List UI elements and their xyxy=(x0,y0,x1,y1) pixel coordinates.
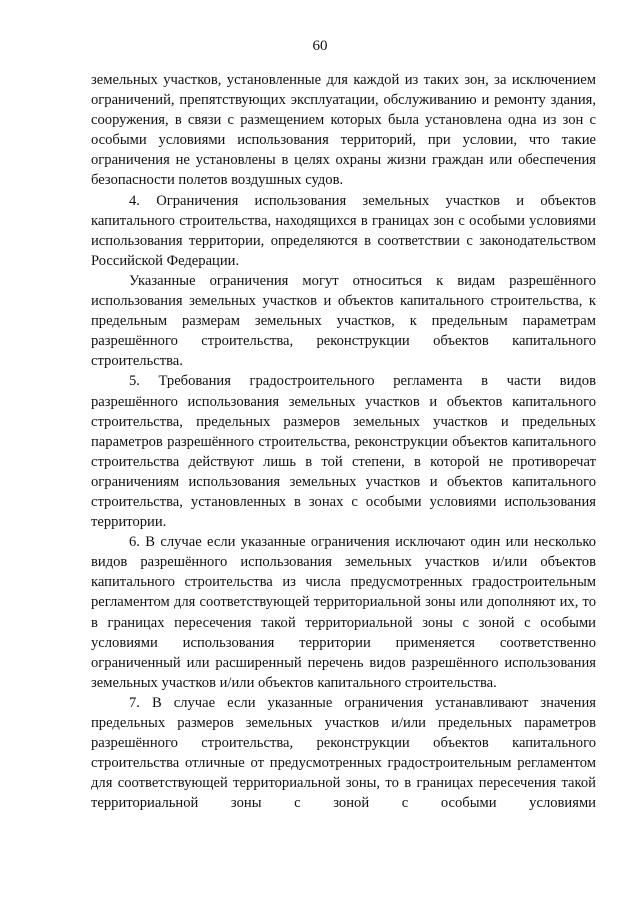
paragraph-item-6: 6. В случае если указанные ограничения исключают один или несколько видов разрешённого использования земельных участков и/или объектов капитального строительства из числа предусмотренных градостроительным регламентом для соответствующей территориальной зоны или дополняют их, то в границах пересечения такой территориальной зоны с зоной с особыми условиями использования территории применяется соответственно ограниченный или расширенный перечень видов разрешённого использования земельных участков и/или объектов капитального строительства. xyxy=(91,534,596,691)
paragraph-item-5: 5. Требования градостроительного регламента в части видов разрешённого использования земельных участков и объектов капитального строительства, предельных размеров земельных участков и предельных параметров разрешённого строительства, реконструкции объектов капитального строительства действуют лишь в той степени, в которой не противоречат ограничениям использования земельных участков и объектов капитального строительства, установленных в зонах с особыми условиями использования территории. xyxy=(91,373,596,531)
paragraph-restrictions-scope: Указанные ограничения могут относиться к видам разрешённого использования земельных участков и объектов капитального строительства, к предельным размерам земельных участков, к предельным параметрам разрешённого строительства, реконструкции объектов капитального строительства. xyxy=(91,272,596,370)
page-number: 60 xyxy=(312,38,328,54)
document-body xyxy=(91,70,596,813)
paragraph-continuation: земельных участков, установленные для каждой из таких зон, за исключением ограничений, препятствующих эксплуатации, обслуживанию и ремонту здания, сооружения, в связи с размещением которых была установлена одна из зон с особыми условиями использования территорий, при условии, что такие ограничения не установлены в целях охраны жизни граждан или обеспечения безопасности полетов воздушных судов. xyxy=(91,72,596,189)
paragraph-item-4: 4. Ограничения использования земельных участков и объектов капитального строительства, находящихся в границах зон с особыми условиями использования территории, определяются в соответствии с законодательством Российской Федерации. xyxy=(91,192,596,269)
paragraph-item-7: 7. В случае если указанные ограничения устанавливают значения предельных размеров земельных участков и/или предельных параметров разрешённого строительства, реконструкции объектов капитального строительства отличные от предусмотренных градостроительным регламентом для соответствующей территориальной зоны, то в границах пересечения такой территориальной зоны с зоной с особыми условиями xyxy=(91,694,596,812)
